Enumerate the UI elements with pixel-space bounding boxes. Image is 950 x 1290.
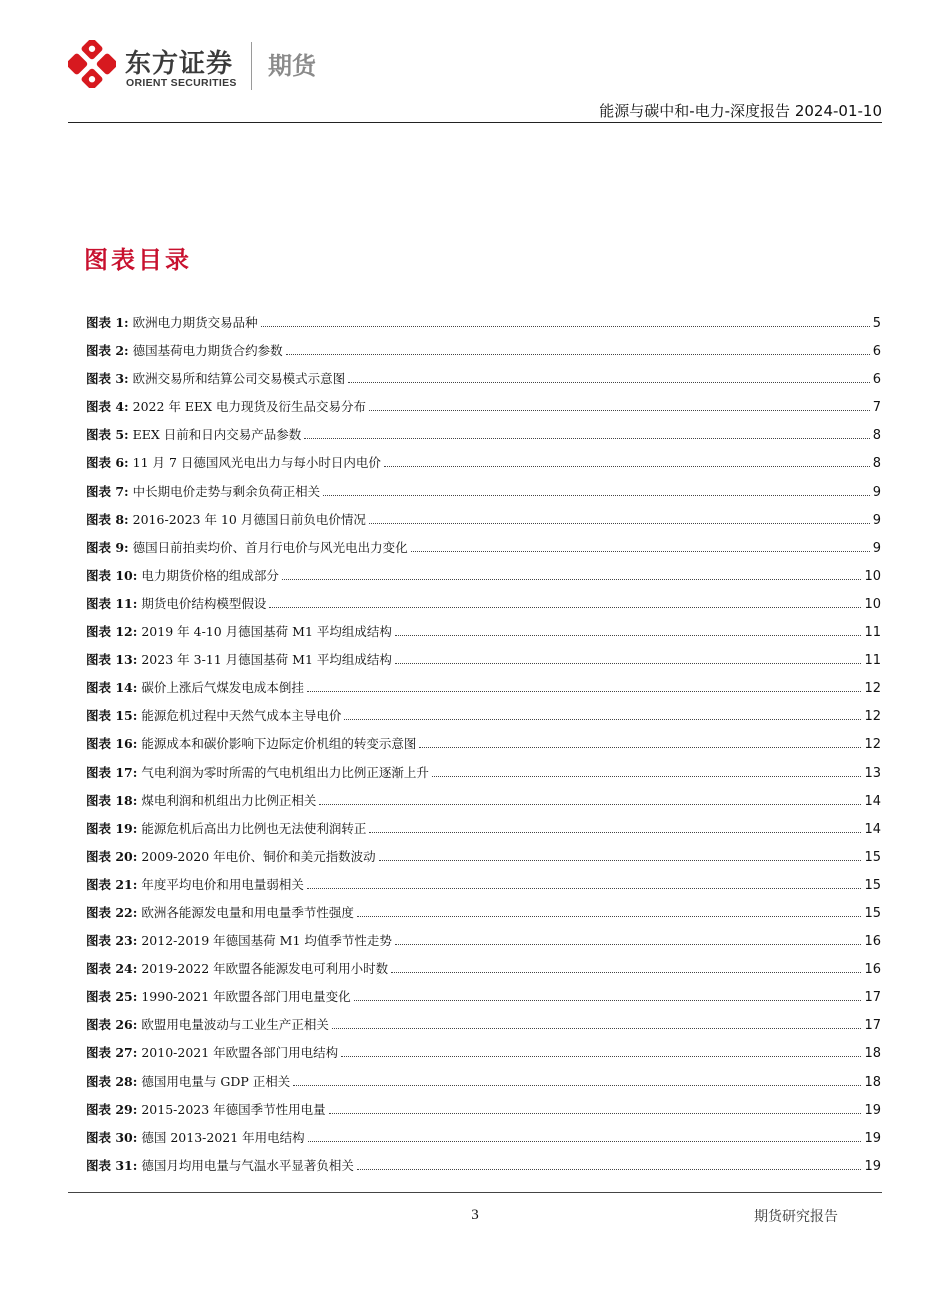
- toc-entry-page: 16: [864, 934, 881, 950]
- toc-entry-title: 能源危机后高出力比例也无法使利润转正: [141, 820, 367, 836]
- toc-entry-page: 12: [864, 737, 881, 753]
- toc-entry-label: 图表 17:: [86, 764, 138, 780]
- toc-entry-title: 电力期货价格的组成部分: [141, 567, 279, 583]
- toc-entry[interactable]: [86, 1126, 881, 1154]
- toc-entry[interactable]: [86, 508, 881, 536]
- toc-dot-leader: [304, 438, 869, 439]
- toc-entry-label: 图表 6:: [86, 455, 129, 471]
- toc-entry-page: 11: [864, 625, 881, 641]
- brand-name-cn: 东方证券: [125, 49, 234, 79]
- toc-dot-leader: [269, 607, 861, 608]
- brand-divider: [251, 42, 252, 90]
- toc-dot-leader: [395, 663, 862, 664]
- toc-dot-leader: [286, 354, 870, 355]
- toc-entry-page: 5: [872, 316, 881, 331]
- toc-entry-title: 2015-2023 年德国季节性用电量: [141, 1101, 326, 1117]
- toc-entry-title: 欧洲电力期货交易品种: [132, 315, 258, 330]
- toc-entry[interactable]: [86, 367, 881, 395]
- toc-list: [86, 311, 881, 1182]
- report-title: 能源与碳中和-电力-深度报告 2024-01-10: [599, 102, 882, 120]
- toc-entry[interactable]: [86, 985, 881, 1013]
- toc-entry-title: 欧洲交易所和结算公司交易模式示意图: [132, 371, 346, 387]
- toc-entry-page: 6: [872, 344, 881, 360]
- page-number: 3: [471, 1207, 479, 1223]
- brand-division: 期货: [268, 52, 316, 80]
- brand-name-en: ORIENT SECURITIES: [126, 77, 237, 89]
- toc-entry-label: 图表 3:: [86, 371, 129, 387]
- toc-entry-page: 16: [864, 962, 881, 978]
- toc-dot-leader: [261, 326, 870, 327]
- toc-dot-leader: [293, 1085, 861, 1086]
- toc-entry-title: 能源成本和碳价影响下边际定价机组的转变示意图: [141, 736, 417, 752]
- toc-entry-page: 18: [864, 1074, 881, 1090]
- toc-entry[interactable]: [86, 845, 881, 873]
- toc-entry-title: 年度平均电价和用电量弱相关: [141, 876, 304, 892]
- toc-entry[interactable]: [86, 1013, 881, 1041]
- toc-dot-leader: [323, 495, 870, 496]
- toc-entry-page: 17: [864, 1018, 881, 1034]
- toc-entry-page: 15: [864, 849, 881, 865]
- toc-entry[interactable]: [86, 1098, 881, 1126]
- toc-entry-label: 图表 30:: [86, 1129, 138, 1145]
- toc-entry-label: 图表 18:: [86, 792, 138, 808]
- toc-entry-title: 碳价上涨后气煤发电成本倒挂: [141, 680, 304, 696]
- toc-dot-leader: [307, 691, 862, 692]
- toc-entry-title: 德国基荷电力期货合约参数: [132, 343, 283, 359]
- toc-entry[interactable]: [86, 817, 881, 845]
- toc-entry-label: 图表 10:: [86, 567, 138, 583]
- toc-dot-leader: [329, 1113, 862, 1114]
- header-divider: [68, 122, 882, 123]
- footer-label: 期货研究报告: [754, 1209, 838, 1225]
- toc-entry-title: 德国日前拍卖均价、首月行电价与风光电出力变化: [132, 539, 408, 555]
- toc-entry-page: 7: [872, 400, 881, 416]
- toc-entry-page: 11: [864, 653, 881, 669]
- toc-entry-title: 煤电利润和机组出力比例正相关: [141, 792, 317, 808]
- toc-entry-label: 图表 19:: [86, 820, 138, 836]
- footer-divider: [68, 1192, 882, 1193]
- toc-entry-title: 气电利润为零时所需的气电机组出力比例正逐渐上升: [141, 764, 429, 780]
- toc-dot-leader: [384, 466, 870, 467]
- toc-entry-label: 图表 22:: [86, 904, 138, 920]
- toc-entry-title: 11 月 7 日德国风光电出力与每小时日内电价: [132, 455, 381, 471]
- toc-dot-leader: [332, 1028, 862, 1029]
- toc-dot-leader: [282, 579, 862, 580]
- toc-entry-label: 图表 23:: [86, 933, 138, 949]
- toc-entry-label: 图表 1:: [86, 315, 129, 330]
- toc-entry-title: 德国用电量与 GDP 正相关: [141, 1073, 291, 1089]
- toc-entry-page: 6: [872, 372, 881, 388]
- toc-entry-title: 2016-2023 年 10 月德国日前负电价情况: [132, 511, 366, 527]
- toc-entry-page: 19: [864, 1102, 881, 1118]
- toc-entry-title: 德国 2013-2021 年用电结构: [141, 1129, 305, 1145]
- toc-entry[interactable]: [86, 873, 881, 901]
- toc-entry-title: 2023 年 3-11 月德国基荷 M1 平均组成结构: [141, 652, 392, 668]
- toc-entry-page: 12: [864, 681, 881, 697]
- toc-entry-page: 14: [864, 821, 881, 837]
- toc-entry-label: 图表 8:: [86, 511, 129, 527]
- toc-dot-leader: [391, 972, 861, 973]
- toc-entry[interactable]: [86, 901, 881, 929]
- toc-entry-label: 图表 13:: [86, 652, 138, 668]
- toc-entry[interactable]: [86, 704, 881, 732]
- toc-entry[interactable]: [86, 789, 881, 817]
- toc-dot-leader: [369, 523, 870, 524]
- toc-entry-label: 图表 28:: [86, 1073, 138, 1089]
- orient-securities-logo-icon: [68, 40, 116, 88]
- toc-entry-label: 图表 16:: [86, 736, 138, 752]
- toc-entry-title: 2019-2022 年欧盟各能源发电可利用小时数: [141, 961, 389, 977]
- toc-dot-leader: [395, 944, 862, 945]
- toc-entry-title: 2009-2020 年电价、铜价和美元指数波动: [141, 848, 376, 864]
- toc-dot-leader: [369, 832, 861, 833]
- toc-dot-leader: [319, 804, 861, 805]
- toc-entry-title: 德国月均用电量与气温水平显著负相关: [141, 1157, 354, 1173]
- toc-entry-label: 图表 9:: [86, 539, 129, 555]
- toc-entry-title: 欧盟用电量波动与工业生产正相关: [141, 1017, 329, 1033]
- toc-entry-title: EEX 日前和日内交易产品参数: [132, 427, 302, 443]
- toc-entry-page: 15: [864, 877, 881, 893]
- toc-entry[interactable]: [86, 311, 881, 339]
- toc-entry-page: 9: [872, 512, 881, 528]
- toc-entry-label: 图表 4:: [86, 399, 129, 415]
- toc-entry-page: 12: [864, 709, 881, 725]
- toc-entry[interactable]: [86, 339, 881, 367]
- toc-entry[interactable]: [86, 929, 881, 957]
- toc-entry-label: 图表 14:: [86, 680, 138, 696]
- toc-entry-page: 18: [864, 1046, 881, 1062]
- toc-entry-page: 14: [864, 793, 881, 809]
- toc-entry[interactable]: [86, 957, 881, 985]
- toc-entry[interactable]: [86, 620, 881, 648]
- toc-entry-label: 图表 24:: [86, 961, 138, 977]
- toc-entry-label: 图表 12:: [86, 624, 138, 640]
- toc-dot-leader: [354, 1000, 862, 1001]
- toc-entry-title: 2010-2021 年欧盟各部门用电结构: [141, 1045, 339, 1061]
- toc-entry-label: 图表 20:: [86, 848, 138, 864]
- toc-entry-title: 欧洲各能源发电量和用电量季节性强度: [141, 904, 354, 920]
- toc-dot-leader: [357, 1169, 862, 1170]
- toc-entry[interactable]: [86, 395, 881, 423]
- toc-heading: 图表目录: [84, 245, 192, 274]
- toc-entry[interactable]: [86, 564, 881, 592]
- toc-entry[interactable]: [86, 1154, 881, 1182]
- toc-entry-page: 8: [872, 456, 881, 472]
- toc-entry-label: 图表 5:: [86, 427, 129, 443]
- toc-entry-title: 2019 年 4-10 月德国基荷 M1 平均组成结构: [141, 624, 392, 640]
- toc-entry-page: 15: [864, 905, 881, 921]
- toc-entry-label: 图表 15:: [86, 708, 138, 724]
- toc-entry-page: 9: [872, 484, 881, 500]
- toc-entry-label: 图表 26:: [86, 1017, 138, 1033]
- toc-entry-title: 2022 年 EEX 电力现货及衍生品交易分布: [132, 399, 367, 415]
- toc-entry-label: 图表 29:: [86, 1101, 138, 1117]
- toc-entry[interactable]: [86, 648, 881, 676]
- toc-entry[interactable]: [86, 480, 881, 508]
- toc-dot-leader: [379, 860, 862, 861]
- toc-dot-leader: [308, 1141, 862, 1142]
- toc-dot-leader: [357, 916, 862, 917]
- toc-entry-title: 期货电价结构模型假设: [141, 595, 267, 611]
- toc-entry-label: 图表 7:: [86, 483, 129, 499]
- toc-entry[interactable]: [86, 536, 881, 564]
- toc-entry-title: 中长期电价走势与剩余负荷正相关: [132, 483, 321, 499]
- toc-dot-leader: [307, 888, 862, 889]
- toc-entry[interactable]: [86, 732, 881, 760]
- toc-entry-label: 图表 11:: [86, 595, 138, 611]
- toc-dot-leader: [344, 719, 861, 720]
- toc-entry-page: 9: [872, 540, 881, 556]
- toc-entry[interactable]: [86, 1041, 881, 1069]
- toc-entry[interactable]: [86, 451, 881, 479]
- toc-entry-label: 图表 27:: [86, 1045, 138, 1061]
- toc-entry[interactable]: [86, 1070, 881, 1098]
- toc-entry[interactable]: [86, 761, 881, 789]
- toc-dot-leader: [341, 1056, 861, 1057]
- toc-entry-page: 13: [864, 765, 881, 781]
- toc-entry[interactable]: [86, 676, 881, 704]
- toc-dot-leader: [369, 410, 870, 411]
- toc-entry-page: 10: [864, 568, 881, 584]
- toc-dot-leader: [395, 635, 862, 636]
- toc-dot-leader: [419, 747, 861, 748]
- toc-entry-page: 17: [864, 990, 881, 1006]
- toc-entry-page: 8: [872, 428, 881, 444]
- toc-entry-label: 图表 31:: [86, 1157, 138, 1173]
- toc-dot-leader: [432, 776, 862, 777]
- toc-entry-label: 图表 2:: [86, 343, 129, 359]
- toc-entry-page: 19: [864, 1158, 881, 1174]
- toc-dot-leader: [411, 551, 870, 552]
- toc-entry-label: 图表 21:: [86, 876, 138, 892]
- toc-entry-title: 能源危机过程中天然气成本主导电价: [141, 708, 342, 724]
- toc-entry-title: 2012-2019 年德国基荷 M1 均值季节性走势: [141, 933, 392, 949]
- toc-entry-title: 1990-2021 年欧盟各部门用电量变化: [141, 989, 351, 1005]
- toc-entry-label: 图表 25:: [86, 989, 138, 1005]
- toc-dot-leader: [348, 382, 870, 383]
- toc-entry-page: 19: [864, 1130, 881, 1146]
- toc-entry[interactable]: [86, 592, 881, 620]
- toc-entry-page: 10: [864, 596, 881, 612]
- toc-entry[interactable]: [86, 423, 881, 451]
